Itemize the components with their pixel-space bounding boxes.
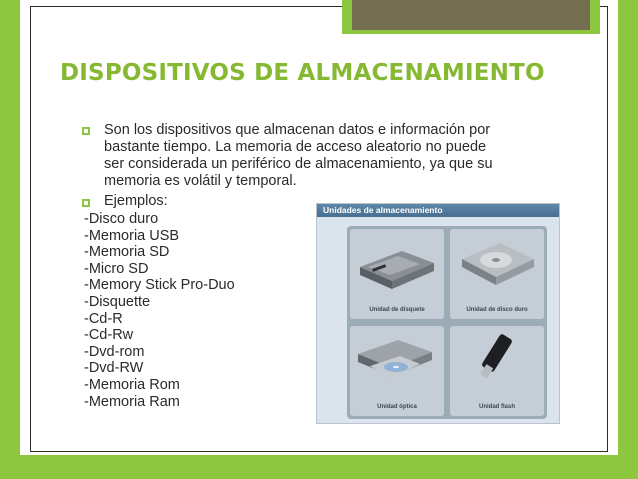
bullet-line: bastante tiempo. La memoria de acceso aleatorio no puede <box>104 139 487 155</box>
examples-list <box>84 211 235 410</box>
bullet-icon <box>82 199 90 207</box>
bullet-icon <box>82 127 90 135</box>
figure-header <box>317 204 559 217</box>
list-item: -Cd-R <box>84 310 123 327</box>
optical-drive-icon <box>350 326 444 396</box>
cell-label: Unidad de disquete <box>369 307 425 313</box>
flash-drive-cell <box>450 326 544 416</box>
hard-disk-cell <box>450 229 544 319</box>
figure-panel <box>347 226 547 419</box>
list-item: -Micro SD <box>84 260 149 277</box>
list-item: -Disco duro <box>84 211 159 227</box>
bullet-line: Son los dispositivos que almacenan datos e información por <box>104 122 491 138</box>
optical-drive-cell <box>350 326 444 416</box>
figure-title: Unidades de almacenamiento <box>323 205 443 215</box>
bullet-paragraph <box>104 122 493 190</box>
list-item: -Memoria SD <box>84 244 170 261</box>
examples-heading: Ejemplos: <box>104 193 168 209</box>
list-item: -Disquette <box>84 293 151 310</box>
slide-title: DISPOSITIVOS DE ALMACENAMIENTO <box>60 60 545 86</box>
floppy-drive-icon <box>350 229 444 299</box>
floppy-drive-cell <box>350 229 444 319</box>
list-item: -Dvd-rom <box>84 343 145 360</box>
cell-label: Unidad de disco duro <box>466 307 528 313</box>
storage-figure <box>316 203 560 424</box>
list-item: -Cd-Rw <box>84 327 134 344</box>
hard-disk-icon <box>450 229 544 299</box>
header-tab <box>342 0 600 34</box>
list-item: -Memory Stick Pro-Duo <box>84 277 235 294</box>
list-item: -Memoria Ram <box>84 393 180 410</box>
cell-label: Unidad óptica <box>377 404 417 410</box>
usb-flash-icon <box>450 326 544 396</box>
bullet-line: memoria es volátil y temporal. <box>104 173 297 189</box>
bullet-line: ser considerada un periférico de almacenamiento, ya que su <box>104 156 493 172</box>
list-item: -Memoria Rom <box>84 376 180 393</box>
header-tab-inner <box>352 0 590 30</box>
cell-label: Unidad flash <box>478 404 515 410</box>
list-item: -Memoria USB <box>84 227 180 244</box>
list-item: -Dvd-RW <box>84 360 144 377</box>
